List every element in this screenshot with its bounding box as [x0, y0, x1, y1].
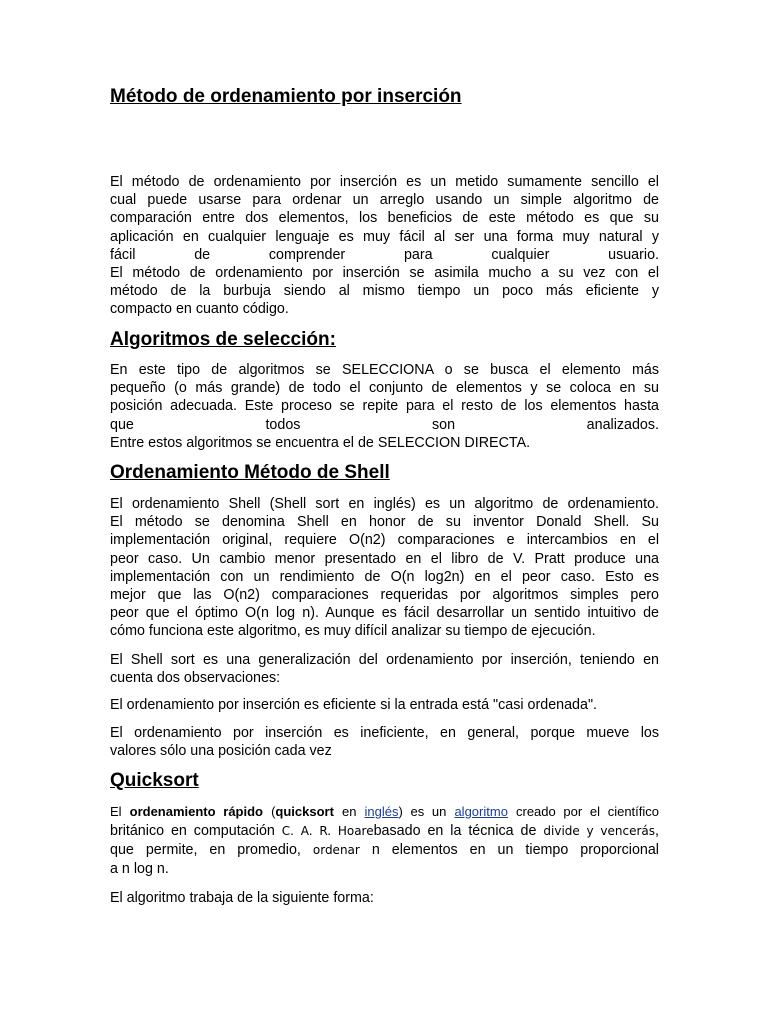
- text-line: El Shell sort es una generalización del ordenamiento por inserción, teniendo en: [110, 652, 659, 668]
- text-britanico: británico en computación: [110, 823, 275, 839]
- text-hoare: C. A. R. Hoare: [281, 824, 374, 838]
- text-line: [110, 841, 659, 860]
- text-line: compacto en cuanto código.: [110, 301, 289, 318]
- text-line: El algoritmo trabaja de la siguiente forma:: [110, 890, 374, 906]
- text-line: En este tipo de algoritmos se SELECCIONA o se busca el elemento más: [110, 362, 659, 378]
- text-n-elementos: n elementos en un tiempo proporcional: [371, 842, 659, 858]
- text-creado: creado por el científico: [515, 804, 660, 819]
- text-line: método de la burbuja siendo al mismo tiempo un poco más eficiente y: [110, 283, 659, 300]
- link-algoritmo[interactable]: algoritmo: [454, 804, 508, 819]
- text-line: implementación original, requiere O(n2) comparaciones e intercambios en el: [110, 532, 659, 549]
- intro-paragraph: [110, 173, 659, 319]
- quicksort-paragraph-2: [110, 889, 659, 907]
- text-line: comparación entre dos elementos, los beneficios de este método es que su: [110, 210, 659, 227]
- document-title: Método de ordenamiento por inserción: [110, 86, 462, 107]
- text-line: [110, 822, 659, 841]
- text-line: El ordenamiento por inserción es eficiente si la entrada está "casi ordenada".: [110, 697, 597, 713]
- text-el: El: [110, 804, 122, 819]
- shell-paragraph-1: [110, 495, 659, 641]
- quicksort-paragraph-1: [110, 802, 659, 879]
- text-paren: (: [271, 804, 276, 819]
- text-comma: ,: [655, 823, 660, 839]
- text-line: Entre estos algoritmos se encuentra el de SELECCION DIRECTA.: [110, 434, 531, 451]
- text-line: fácil de comprender para cualquier usuario.: [110, 246, 659, 263]
- text-line: El ordenamiento Shell (Shell sort en inglés) es un algoritmo de ordenamiento.: [110, 496, 659, 512]
- seleccion-paragraph: [110, 361, 659, 452]
- text-line: El método se denomina Shell en honor de su inventor Donald Shell. Su: [110, 514, 659, 531]
- text-line: El método de ordenamiento por inserción se asimila mucho a su vez con el: [110, 265, 659, 282]
- text-line: que todos son analizados.: [110, 416, 659, 433]
- text-ordenar: ordenar: [312, 843, 360, 857]
- shell-paragraph-4: [110, 724, 659, 760]
- shell-paragraph-2: [110, 651, 659, 687]
- text-en: en: [341, 804, 357, 819]
- section-heading-shell: Ordenamiento Método de Shell: [110, 462, 390, 483]
- text-es-un: ) es un: [398, 804, 447, 819]
- text-bold-quicksort: quicksort: [275, 804, 334, 819]
- link-ingles[interactable]: inglés: [364, 804, 399, 819]
- text-line: valores sólo una posición cada vez: [110, 743, 332, 760]
- text-line: El ordenamiento por inserción es ineficiente, en general, porque mueve los: [110, 725, 659, 741]
- text-line: cómo funciona este algoritmo, es muy difícil analizar su tiempo de ejecución.: [110, 623, 596, 640]
- text-bold-ordenamiento: ordenamiento rápido: [129, 804, 263, 819]
- text-line: peor caso. Un cambio menor presentado en el libro de V. Pratt produce una: [110, 550, 659, 567]
- text-line: mejor que las O(n2) comparaciones requeridas por algoritmos simples pero: [110, 587, 659, 604]
- section-heading-quicksort: Quicksort: [110, 770, 199, 791]
- text-divide: divide y vencerás: [543, 824, 656, 838]
- text-line: peor que el óptimo O(n log n). Aunque es fácil desarrollar un sentido intuitivo de: [110, 605, 659, 622]
- text-line: implementación con un rendimiento de O(n log2n) en el peor caso. Esto es: [110, 568, 659, 585]
- text-line: El método de ordenamiento por inserción es un metido sumamente sencillo el: [110, 174, 659, 190]
- text-line: pequeño (o más grande) de todo el conjunto de elementos y se coloca en su: [110, 380, 659, 397]
- text-line: cuenta dos observaciones:: [110, 670, 281, 687]
- text-line: aplicación en cualquier lenguaje es muy fácil al ser una forma muy natural y: [110, 228, 659, 245]
- text-line: posición adecuada. Este proceso se repite para el resto de los elementos hasta: [110, 398, 659, 415]
- text-line: a n log n.: [110, 861, 169, 877]
- shell-paragraph-3: [110, 696, 659, 714]
- text-line: cual puede usarse para ordenar un arreglo usando un simple algoritmo de: [110, 192, 659, 209]
- section-heading-seleccion: Algoritmos de selección:: [110, 329, 336, 350]
- text-line: [110, 802, 659, 822]
- text-basado: basado en la técnica de: [373, 823, 537, 839]
- text-que: que permite, en promedio,: [110, 842, 301, 858]
